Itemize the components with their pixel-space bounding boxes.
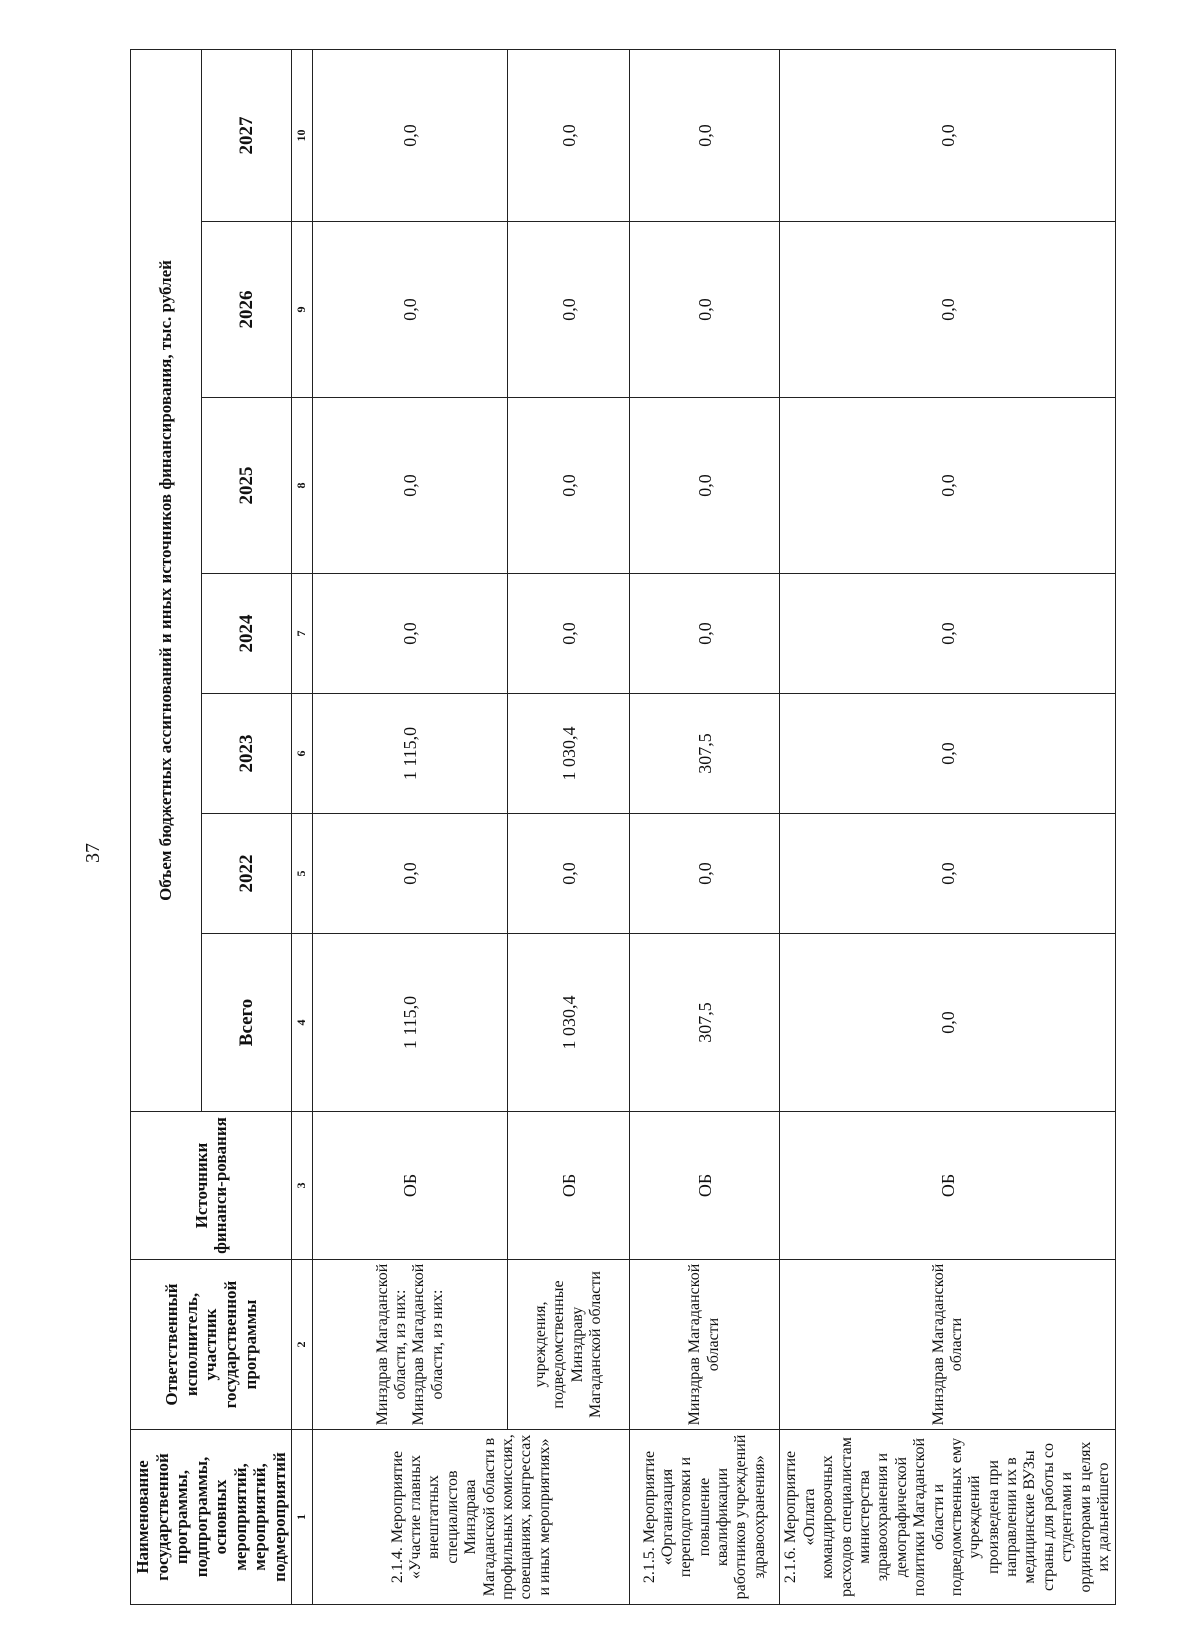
row-responsible: учреждения, подведомственные Минздраву Магаданской области [508, 1260, 630, 1430]
header-volume: Объем бюджетных ассигнований и иных источников финансирования, тыс. рублей [131, 49, 202, 1111]
value-2027: 0,0 [508, 49, 630, 221]
value-2027: 0,0 [780, 49, 1116, 221]
row-responsible: Минздрав Магаданской области [780, 1260, 1116, 1430]
budget-table-sheet [130, 50, 1113, 1605]
column-number: 4 [292, 934, 313, 1112]
value-2026: 0,0 [313, 222, 508, 398]
value-total: 1 030,4 [508, 934, 630, 1112]
header-year-2022: 2022 [201, 814, 292, 934]
row-source: ОБ [313, 1112, 508, 1260]
header-year-2025: 2025 [201, 398, 292, 574]
value-2022: 0,0 [630, 814, 780, 934]
value-2023: 1 115,0 [313, 694, 508, 814]
table-row [313, 49, 508, 1604]
page-number: 37 [81, 843, 104, 863]
value-total: 307,5 [630, 934, 780, 1112]
value-2026: 0,0 [508, 222, 630, 398]
header-sources: Источники финанси-рования [131, 1112, 292, 1260]
header-year-2023: 2023 [201, 694, 292, 814]
column-number: 9 [292, 222, 313, 398]
column-number: 3 [292, 1112, 313, 1260]
row-name: 2.1.4. Мероприятие «Участие главных внештатных специалистов Минздрава Магаданской области в профильных комиссиях, совещаниях, конгрессах и иных мероприятиях» [313, 1430, 630, 1605]
value-2024: 0,0 [508, 574, 630, 694]
value-2026: 0,0 [780, 222, 1116, 398]
header-name: Наименование государственной программы, подпрограммы, основных мероприятий, мероприятий, подмероприятий [131, 1430, 292, 1605]
row-source: ОБ [780, 1112, 1116, 1260]
value-2027: 0,0 [630, 49, 780, 221]
value-2022: 0,0 [508, 814, 630, 934]
value-2024: 0,0 [313, 574, 508, 694]
value-2025: 0,0 [630, 398, 780, 574]
header-year-2024: 2024 [201, 574, 292, 694]
table-row [780, 49, 1116, 1604]
column-number: 1 [292, 1430, 313, 1605]
value-2025: 0,0 [780, 398, 1116, 574]
value-2023: 307,5 [630, 694, 780, 814]
header-total: Всего [201, 934, 292, 1112]
value-2022: 0,0 [780, 814, 1116, 934]
value-2024: 0,0 [630, 574, 780, 694]
column-number: 8 [292, 398, 313, 574]
row-source: ОБ [630, 1112, 780, 1260]
column-number: 7 [292, 574, 313, 694]
row-responsible: Минздрав Магаданской области, из них: Минздрав Магаданской области, из них: [313, 1260, 508, 1430]
value-total: 0,0 [780, 934, 1116, 1112]
table-row [508, 49, 630, 1604]
column-number: 10 [292, 49, 313, 221]
value-2027: 0,0 [313, 49, 508, 221]
value-2026: 0,0 [630, 222, 780, 398]
budget-table [130, 49, 1116, 1605]
value-total: 1 115,0 [313, 934, 508, 1112]
column-number: 5 [292, 814, 313, 934]
value-2025: 0,0 [508, 398, 630, 574]
value-2025: 0,0 [313, 398, 508, 574]
row-source: ОБ [508, 1112, 630, 1260]
column-number: 6 [292, 694, 313, 814]
column-number: 2 [292, 1260, 313, 1430]
value-2023: 1 030,4 [508, 694, 630, 814]
value-2024: 0,0 [780, 574, 1116, 694]
header-year-2027: 2027 [201, 49, 292, 221]
row-name: 2.1.6. Мероприятие «Оплата командировочных расходов специалистам министерства здравоохранения и демографической политики Магаданской области и подведомственных ему учреждений произведена при направлении их в медицинские ВУЗы страны для работы со студентами и ординаторами в целях их дальнейшего [780, 1430, 1116, 1605]
header-responsible: Ответственный исполнитель, участник государственной программы [131, 1260, 292, 1430]
row-name: 2.1.5. Мероприятие «Организация переподготовки и повышение квалификации работников учреждений здравоохранения» [630, 1430, 780, 1605]
row-responsible: Минздрав Магаданской области [630, 1260, 780, 1430]
table-row [630, 49, 780, 1604]
value-2023: 0,0 [780, 694, 1116, 814]
value-2022: 0,0 [313, 814, 508, 934]
header-year-2026: 2026 [201, 222, 292, 398]
